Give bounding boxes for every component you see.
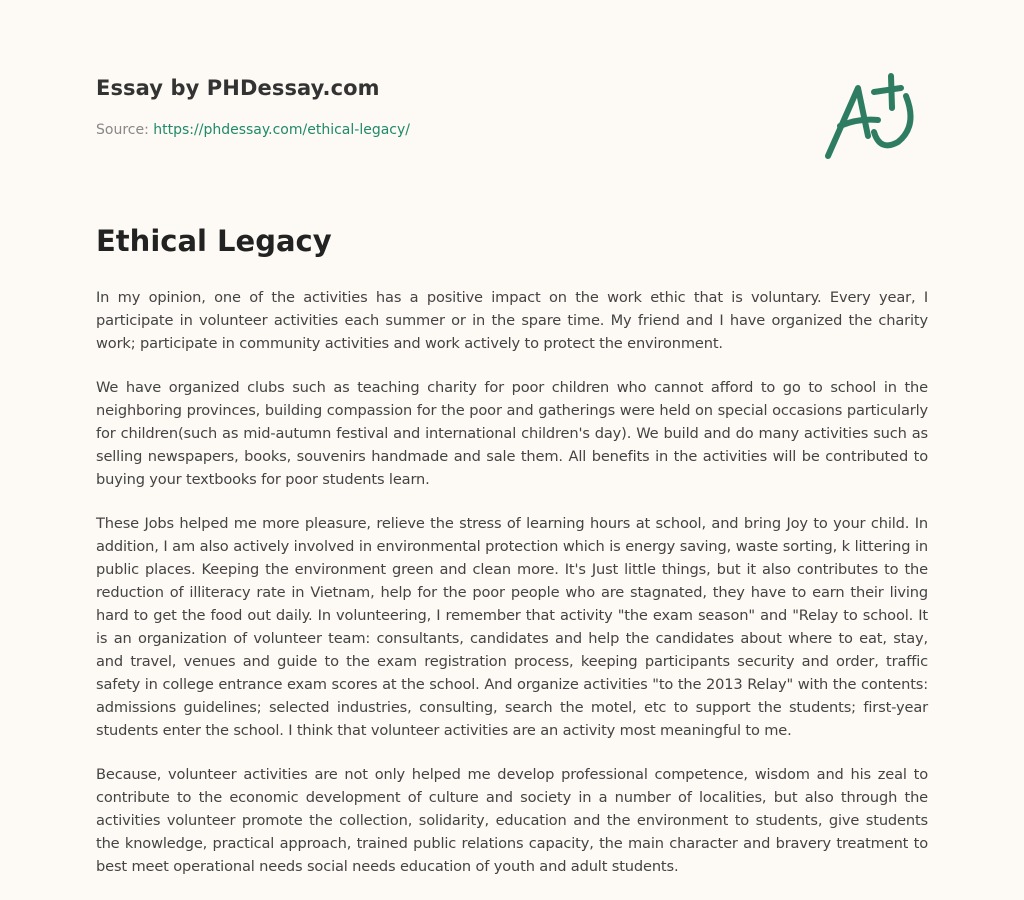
source-link[interactable]: https://phdessay.com/ethical-legacy/ <box>153 122 410 138</box>
essay-body <box>96 286 928 899</box>
essay-paragraph: We have organized clubs such as teaching charity for poor children who cannot afford to go to school in the neighboring provinces, building compassion for the poor and gatherings were held on special occasions particularly for children(such as mid-autumn festival and international children's day). We build and do many activities such as selling newspapers, books, souvenirs handmade and sale them. All benefits in the activities will be contributed to buying your textbooks for poor students learn. <box>96 379 928 488</box>
header <box>96 76 410 138</box>
essay-paragraph: Because, volunteer activities are not only helped me develop professional competence, wisdom and his zeal to contribute to the economic development of culture and society in a number of localities, but also through the activities volunteer promote the collection, solidarity, education and the environment to students, give students the knowledge, practical approach, trained public relations capacity, the main character and bravery treatment to best meet operational needs social needs education of youth and adult students. <box>96 766 928 875</box>
a-plus-logo-icon <box>818 66 928 166</box>
site-title: Essay by PHDessay.com <box>96 76 380 100</box>
source-line <box>96 122 410 138</box>
essay-paragraph: These Jobs helped me more pleasure, relieve the stress of learning hours at school, and bring Joy to your child. In addition, I am also actively involved in environmental protection which is energy saving, waste sorting, k littering in public places. Keeping the environment green and clean more. It's Just little things, but it also contributes to the reduction of illiteracy rate in Vietnam, help for the poor people who are stagnated, they have to earn their living hard to get the food out daily. In volunteering, I remember that activity "the exam season" and "Relay to school. It is an organization of volunteer team: consultants, candidates and help the candidates about where to eat, stay, and travel, venues and guide to the exam registration process, keeping participants security and order, traffic safety in college entrance exam scores at the school. And organize activities "to the 2013 Relay" with the contents: admissions guidelines; selected industries, consulting, search the motel, etc to support the students; first-year students enter the school. I think that volunteer activities are an activity most meaningful to me. <box>96 515 928 739</box>
essay-paragraph: In my opinion, one of the activities has a positive impact on the work ethic that is voluntary. Every year, I participate in volunteer activities each summer or in the spare time. My friend and I have organized the charity work; participate in community activities and work actively to protect the environment. <box>96 289 928 352</box>
source-label: Source: <box>96 122 149 138</box>
essay-title: Ethical Legacy <box>96 224 332 258</box>
